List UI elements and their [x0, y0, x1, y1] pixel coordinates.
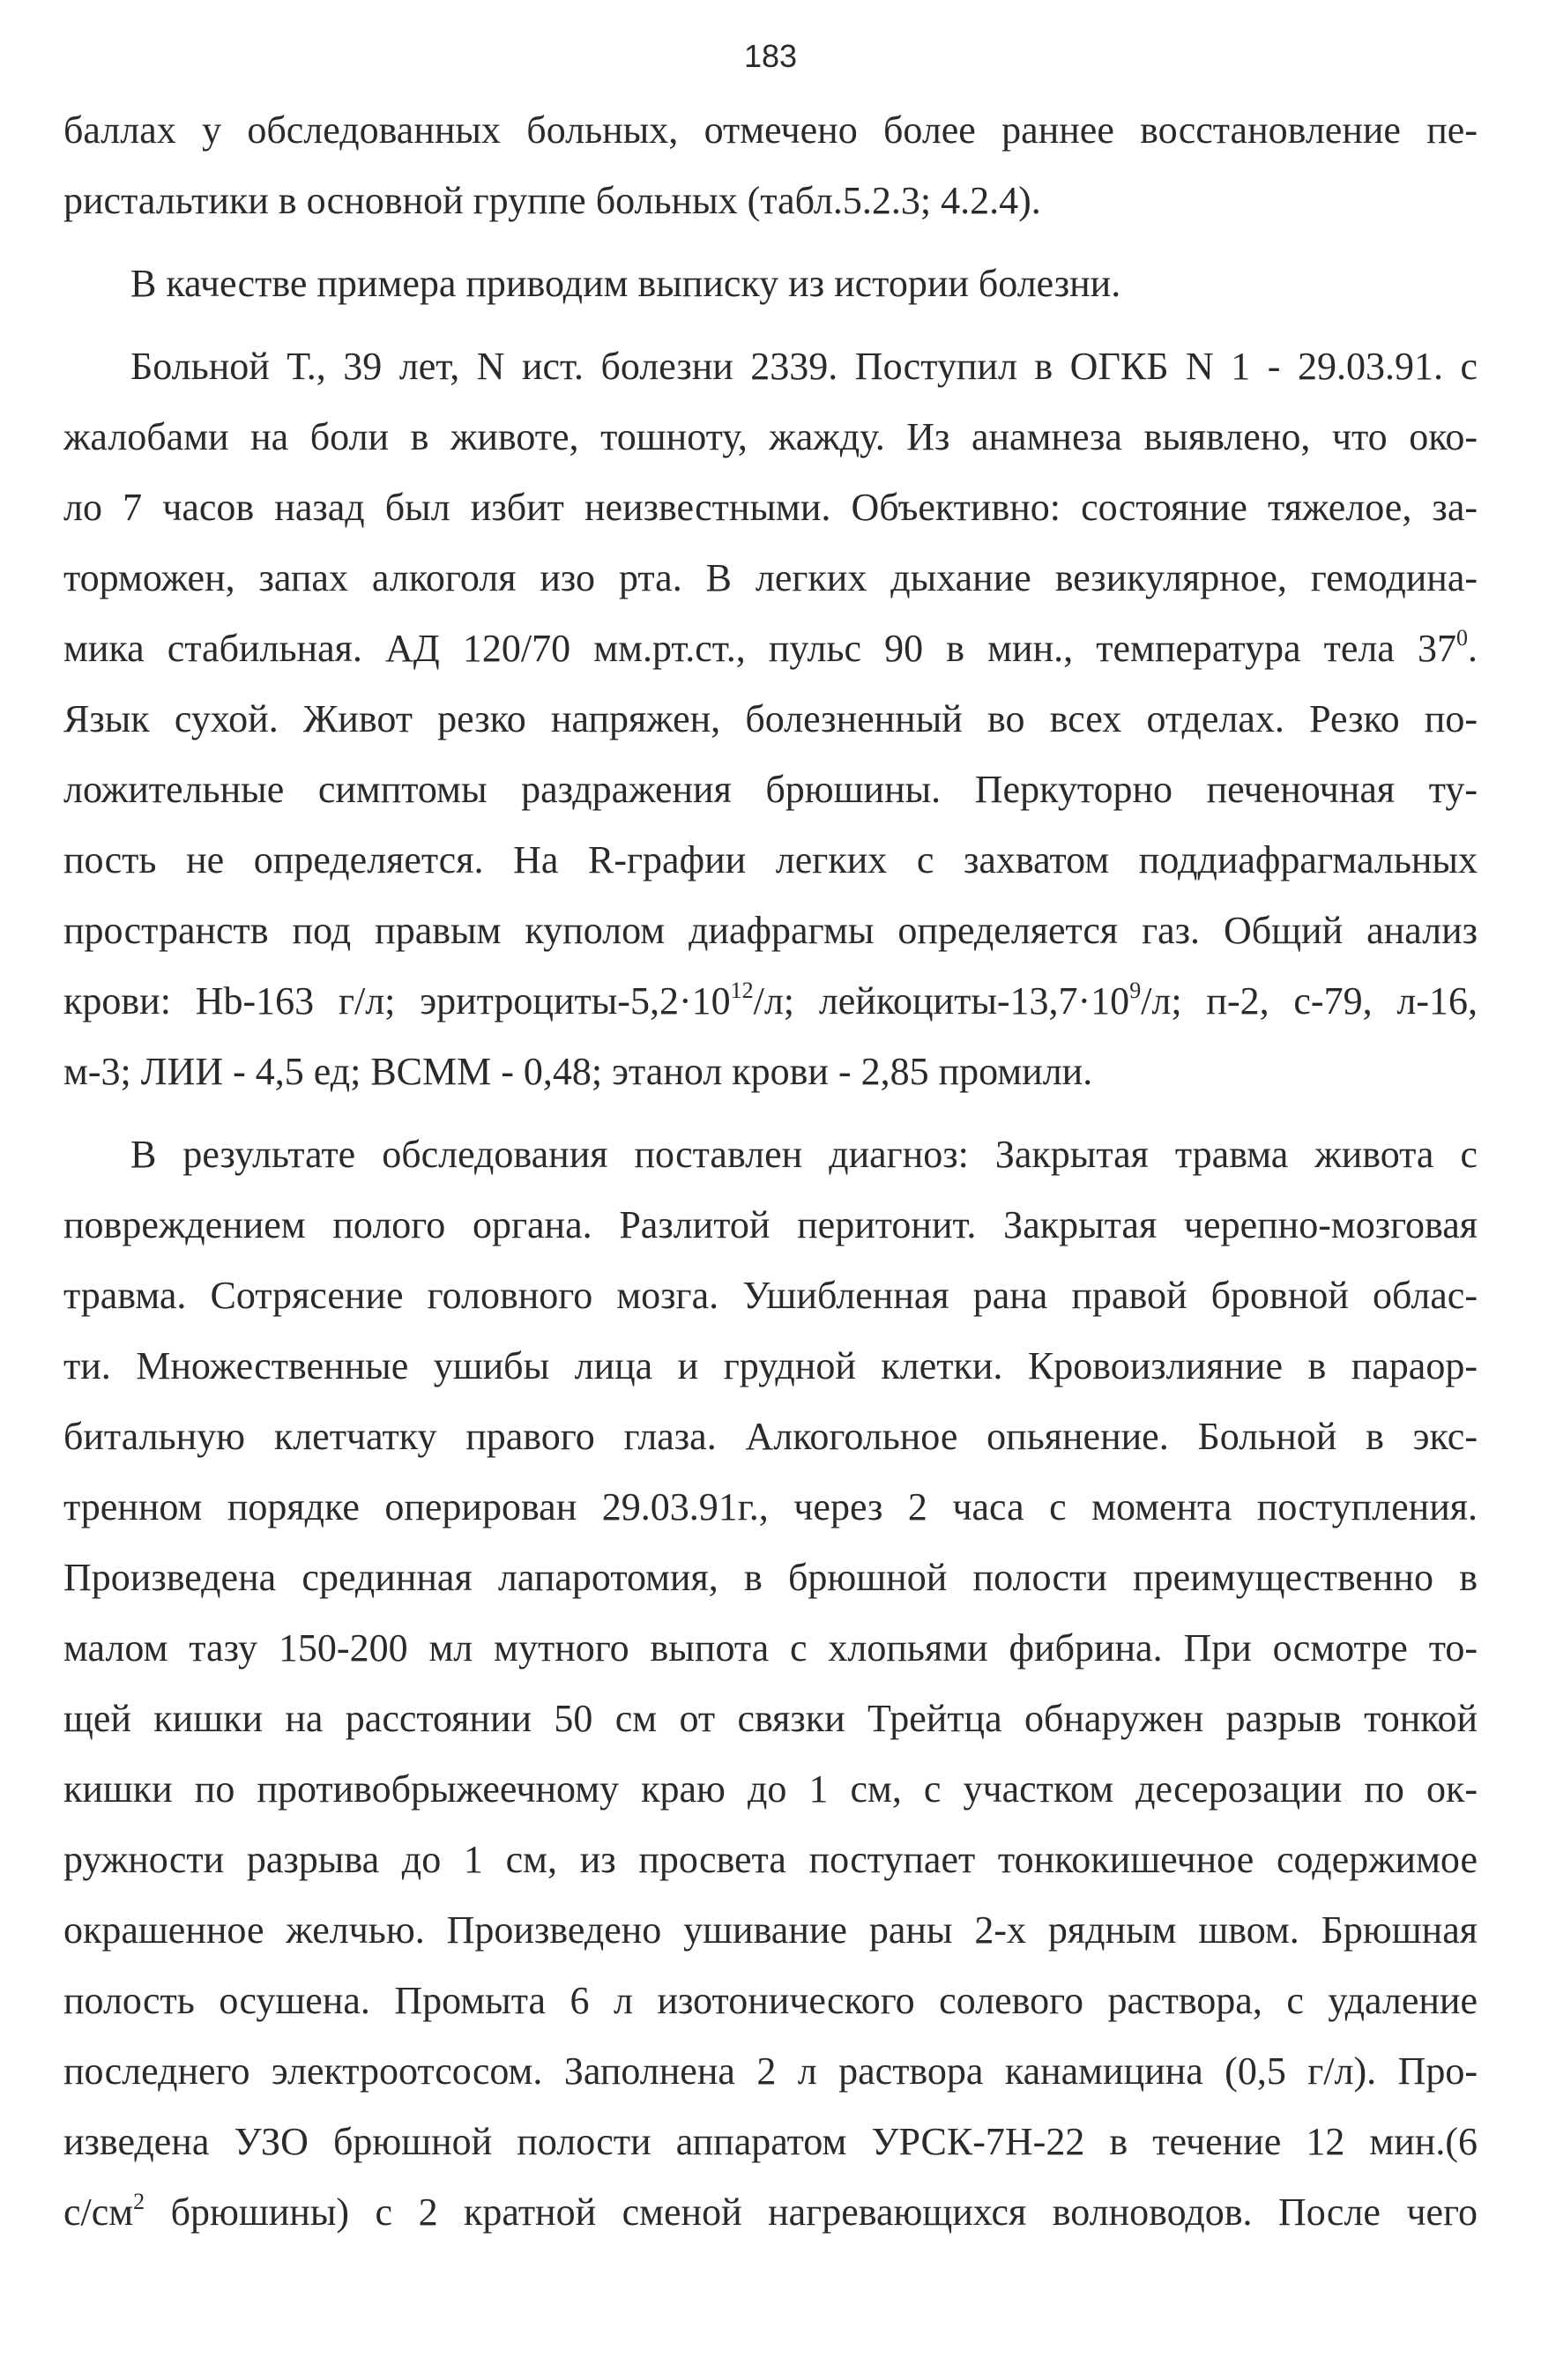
- text-line: жалобами на боли в животе, тошноту, жажду. Из анамнеза выявлено, что око-: [63, 415, 1478, 458]
- text-fragment: мика стабильная. АД 120/70 мм.рт.ст., пульс 90 в мин., температура тела 37: [63, 627, 1456, 670]
- text-line: битальную клетчатку правого глаза. Алкогольное опьянение. Больной в экс-: [63, 1415, 1478, 1458]
- text-line: ти. Множественные ушибы лица и грудной клетки. Кровоизлияние в параор-: [63, 1344, 1478, 1387]
- text-line: ло 7 часов назад был избит неизвестными. Объективно: состояние тяжелое, за-: [63, 486, 1478, 529]
- text-line: пость не определяется. На R-графии легких с захватом поддиафрагмальных: [63, 838, 1478, 881]
- superscript-exponent: 12: [730, 978, 754, 1003]
- body-text: [63, 95, 1478, 2248]
- text-fragment: /л; п-2, с-79, л-16,: [1141, 979, 1478, 1023]
- text-line: щей кишки на расстоянии 50 см от связки Трейтца обнаружен разрыв тонкой: [63, 1697, 1478, 1740]
- text-line: повреждением полого органа. Разлитой перитонит. Закрытая черепно-мозговая: [63, 1203, 1478, 1246]
- text-fragment: /л; лейкоциты-13,7·10: [753, 979, 1130, 1023]
- superscript-exponent: 2: [133, 2189, 145, 2214]
- superscript-degree: 0: [1456, 625, 1468, 651]
- text-line: торможен, запах алкоголя изо рта. В легких дыхание везикулярное, гемодина-: [63, 556, 1478, 599]
- text-line: [63, 614, 1478, 684]
- text-line: тренном порядке оперирован 29.03.91г., через 2 часа с момента поступления.: [63, 1485, 1478, 1528]
- text-line: кишки по противобрыжеечному краю до 1 см, с участком десерозации по ок-: [63, 1767, 1478, 1811]
- text-line: Язык сухой. Живот резко напряжен, болезненный во всех отделах. Резко по-: [63, 697, 1478, 740]
- text-line: В результате обследования поставлен диагноз: Закрытая травма живота с: [130, 1133, 1478, 1176]
- text-fragment: крови: Hb-163 г/л; эритроциты-5,2·10: [63, 979, 731, 1023]
- text-line: ристальтики в основной группе больных (табл.5.2.3; 4.2.4).: [63, 179, 1041, 222]
- text-line: В качестве примера приводим выписку из истории болезни.: [130, 262, 1121, 305]
- text-line: ложительные симптомы раздражения брюшины. Перкуторно печеночная ту-: [63, 768, 1478, 811]
- text-line: травма. Сотрясение головного мозга. Ушибленная рана правой бровной облас-: [63, 1274, 1478, 1317]
- text-line: м-3; ЛИИ - 4,5 ед; ВСММ - 0,48; этанол крови - 2,85 промили.: [63, 1050, 1093, 1093]
- text-line: малом тазу 150-200 мл мутного выпота с хлопьями фибрина. При осмотре то-: [63, 1626, 1478, 1670]
- superscript-exponent: 9: [1129, 978, 1142, 1003]
- text-line: [63, 966, 1478, 1037]
- text-line: Произведена срединная лапаротомия, в брюшной полости преимущественно в: [63, 1556, 1478, 1599]
- page-number: 183: [743, 38, 798, 74]
- text-fragment: .: [1468, 627, 1478, 670]
- text-line: последнего электроотсосом. Заполнена 2 л раствора канамицина (0,5 г/л). Про-: [63, 2049, 1478, 2093]
- text-line: [63, 2177, 1478, 2248]
- text-line: полость осушена. Промыта 6 л изотонического солевого раствора, с удаление: [63, 1979, 1478, 2022]
- text-line: ружности разрыва до 1 см, из просвета поступает тонкокишечное содержимое: [63, 1838, 1478, 1881]
- text-line: баллах у обследованных больных, отмечено более раннее восстановление пе-: [63, 108, 1478, 152]
- text-line: Больной Т., 39 лет, N ист. болезни 2339. Поступил в ОГКБ N 1 - 29.03.91. с: [130, 345, 1478, 388]
- text-line: окрашенное желчью. Произведено ушивание раны 2-х рядным швом. Брюшная: [63, 1908, 1478, 1952]
- text-line: пространств под правым куполом диафрагмы определяется газ. Общий анализ: [63, 909, 1478, 952]
- text-line: изведена УЗО брюшной полости аппаратом УРСК-7Н-22 в течение 12 мин.(6: [63, 2120, 1478, 2163]
- text-fragment: брюшины) с 2 кратной сменой нагревающихся волноводов. После чего: [145, 2190, 1478, 2234]
- text-fragment: с/см: [63, 2190, 134, 2234]
